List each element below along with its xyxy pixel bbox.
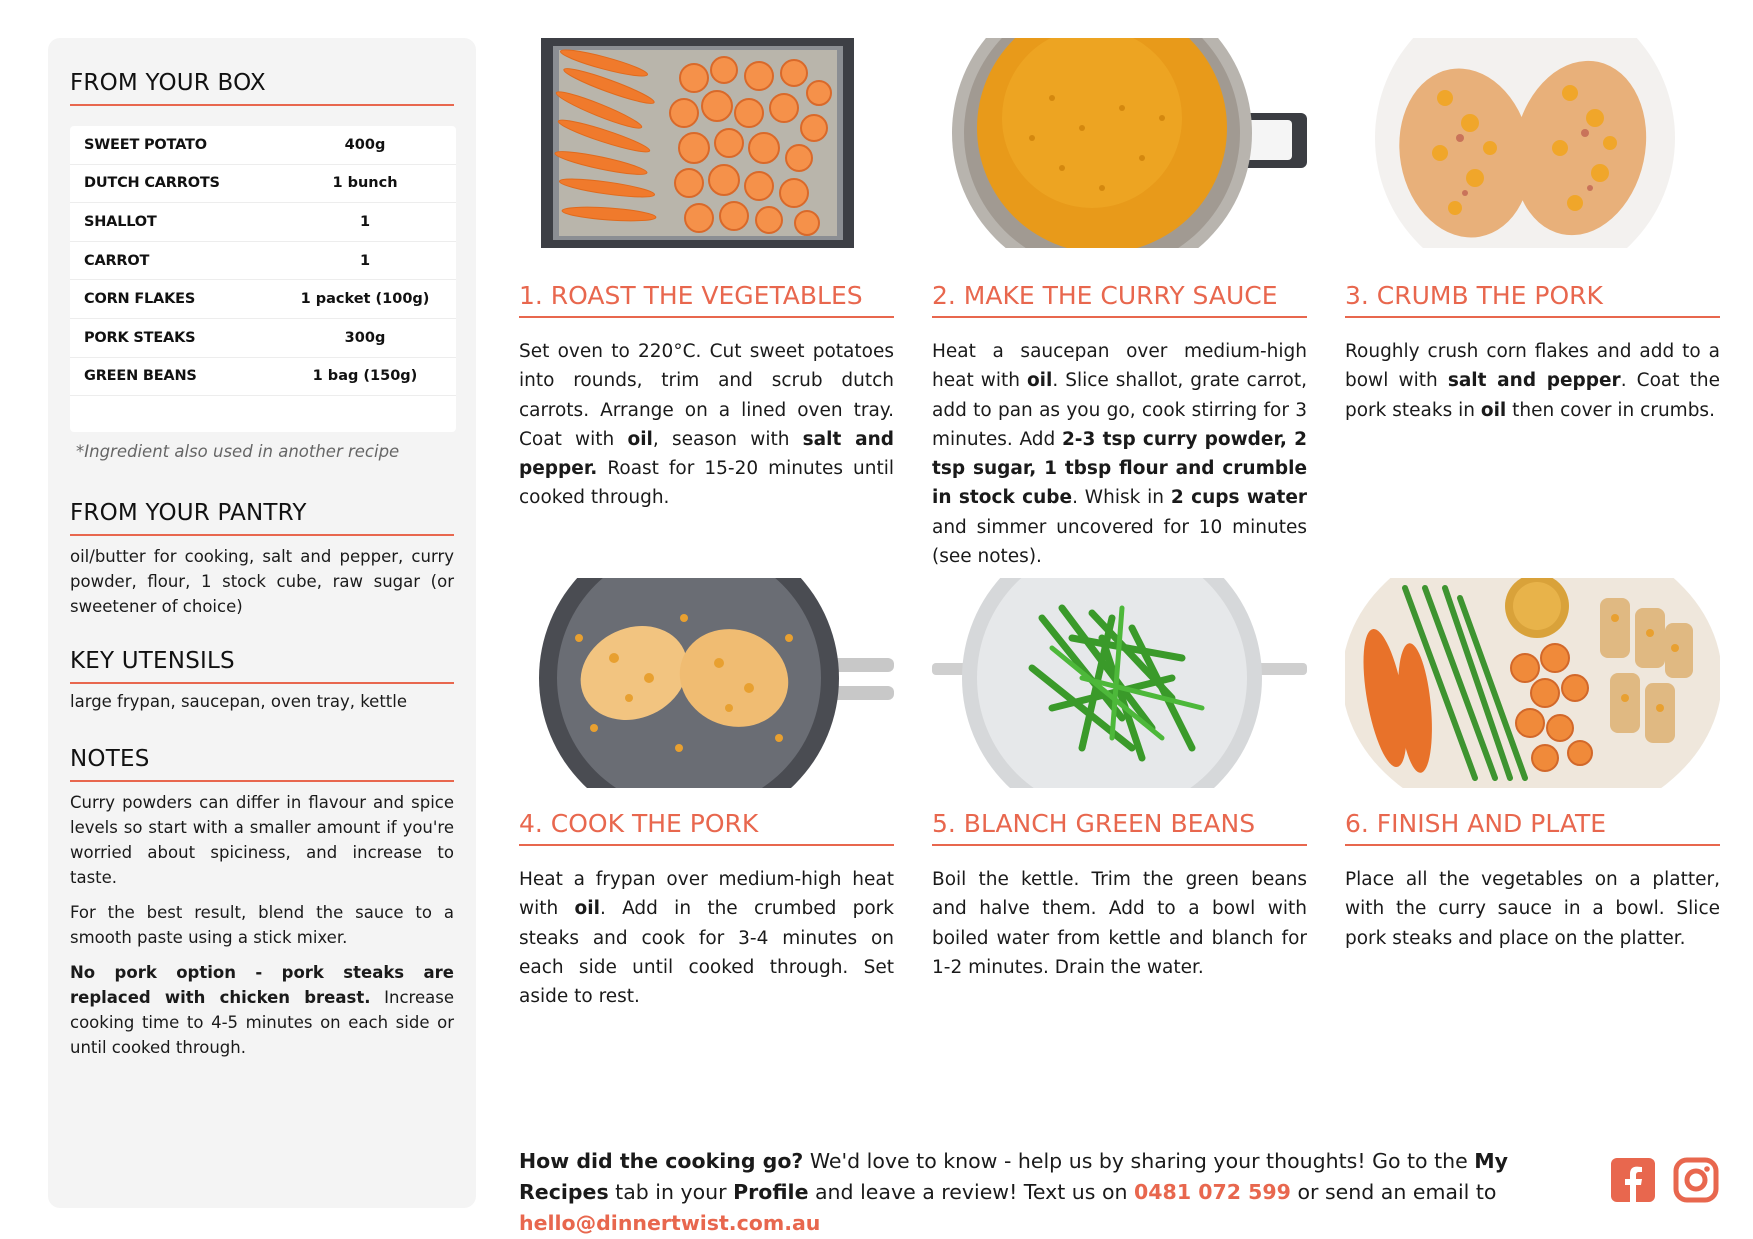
step-text-bold: oil [627,428,653,450]
pantry-text: oil/butter for cooking, salt and pepper, curry powder, flour, 1 stock cube, raw sugar (or sweetener of choice) [70,547,454,616]
step-text-part: . Add in the crumbed pork steaks and cook for 3-4 minutes on each side until cooked through. Set aside to rest. [519,898,894,1008]
footer-text-part: We'd love to know - help us by sharing your thoughts! Go to the [803,1149,1475,1173]
step-text-part: Set oven to 220°C. Cut sweet potatoes into rounds, trim and scrub dutch carrots. Arrange on a lined oven tray. Coat with [519,341,894,450]
utensils-text: large frypan, saucepan, oven tray, kettle [70,692,407,711]
table-row [70,280,456,319]
from-your-box-title: FROM YOUR BOX [70,70,454,106]
ingredient-qty: 1 [359,252,371,269]
step-1-title: 1. ROAST THE VEGETABLES [519,281,894,318]
table-row [70,319,456,358]
step-text-bold: 2-3 tsp curry powder, 2 tsp sugar, 1 tbsp flour and crumble in stock cube [932,428,1307,509]
step-text-part: and simmer uncovered for 10 minutes (see notes). [932,516,1307,568]
sidebar [48,38,476,1208]
footer-my-recipes: My Recipes [519,1149,1509,1204]
instagram-icon[interactable] [1673,1157,1719,1203]
curry-sauce-photo [932,38,1307,248]
note-paragraph [70,960,454,1060]
step-1-text [519,337,894,513]
roasted-vegetables-photo [519,38,894,248]
step-text-bold: oil [574,898,600,920]
step-2-text [932,337,1307,571]
table-row [70,203,456,242]
step-4-text [519,865,894,1011]
ingredient-qty: 1 packet (100g) [300,291,430,308]
table-row [70,165,456,204]
step-text-bold: 2 cups water [1170,487,1308,509]
step-text-bold: oil [1480,399,1507,421]
step-text-bold: salt and pepper. [519,428,894,480]
step-5-text: Boil the kettle. Trim the green beans and halve them. Add to a bowl with boiled water from kettle and blanch for 1-2 minutes. Drain the water. [932,869,1307,978]
step-6-title: 6. FINISH AND PLATE [1345,809,1720,846]
crumbed-pork-photo [1345,38,1720,248]
ingredient-name: CORN FLAKES [84,291,196,308]
ingredient-note: *Ingredient also used in another recipe [76,442,400,461]
ingredient-name: CARROT [84,252,150,269]
footer-text-part: tab in your [608,1180,734,1204]
notes-title: NOTES [70,746,454,782]
finished-platter-photo [1345,578,1720,788]
step-3-title: 3. CRUMB THE PORK [1345,281,1720,318]
ingredient-name: DUTCH CARROTS [84,175,220,192]
facebook-icon[interactable] [1610,1157,1656,1203]
ingredient-name: SHALLOT [84,213,157,230]
note-paragraph: For the best result, blend the sauce to a smooth paste using a stick mixer. [70,903,454,947]
table-row [70,242,456,281]
ingredient-name: SWEET POTATO [84,136,207,153]
step-text-part: Roast for 15-20 minutes until cooked through. [519,458,894,509]
ingredient-qty: 1 [359,213,371,230]
ingredients-table [70,126,456,432]
ingredient-qty: 300g [344,329,386,346]
step-text-part: Heat a saucepan over medium-high heat with [932,341,1307,392]
step-text-part: then cover in crumbs. [1506,399,1715,421]
footer-feedback [519,1146,1584,1239]
step-3-text [1345,337,1720,425]
footer-profile: Profile [733,1180,809,1204]
footer-email-link[interactable]: hello@dinnertwist.com.au [519,1211,821,1235]
ingredient-name: GREEN BEANS [84,368,197,385]
step-2-title: 2. MAKE THE CURRY SAUCE [932,281,1307,318]
note-bold: No pork option - pork steaks are replaced with chicken breast. [70,963,454,1007]
from-your-pantry-title: FROM YOUR PANTRY [70,500,454,536]
footer-text-part: or send an email to [1290,1180,1497,1204]
step-text-part: . Coat the pork steaks in [1345,370,1720,421]
step-6-text: Place all the vegetables on a platter, with the curry sauce in a bowl. Slice pork steaks and place on the platter. [1345,869,1720,949]
ingredient-name: PORK STEAKS [84,329,196,346]
step-5-title: 5. BLANCH GREEN BEANS [932,809,1307,846]
pork-frypan-photo [519,578,894,788]
step-4-title: 4. COOK THE PORK [519,809,894,846]
note-rest: Increase cooking time to 4-5 minutes on each side or until cooked through. [70,988,454,1057]
step-text-part: . Slice shallot, grate carrot, add to pan as you go, cook stirring for 3 minutes. Add [932,370,1307,450]
step-text-part: . Whisk in [1072,487,1171,509]
step-text-part: , season with [652,428,803,450]
table-row [70,358,456,397]
step-text-part: Roughly crush corn flakes and add to a bowl with [1345,341,1720,392]
footer-question: How did the cooking go? [519,1149,804,1173]
note-paragraph: Curry powders can differ in flavour and spice levels so start with a smaller amount if you're worried about spiciness, and increase to taste. [70,793,454,887]
table-row [70,126,456,165]
footer-phone-link[interactable]: 0481 072 599 [1134,1180,1291,1204]
notes-text [70,790,454,1070]
step-text-bold: salt and pepper [1447,370,1621,392]
key-utensils-title: KEY UTENSILS [70,648,454,684]
step-text-part: Heat a frypan over medium-high heat with [519,869,894,920]
ingredient-qty: 1 bag (150g) [312,368,418,385]
footer-text-part: and leave a review! Text us on [808,1180,1135,1204]
ingredient-qty: 1 bunch [332,175,398,192]
green-beans-photo [932,578,1307,788]
ingredient-qty: 400g [344,136,386,153]
step-text-bold: oil [1026,370,1053,392]
